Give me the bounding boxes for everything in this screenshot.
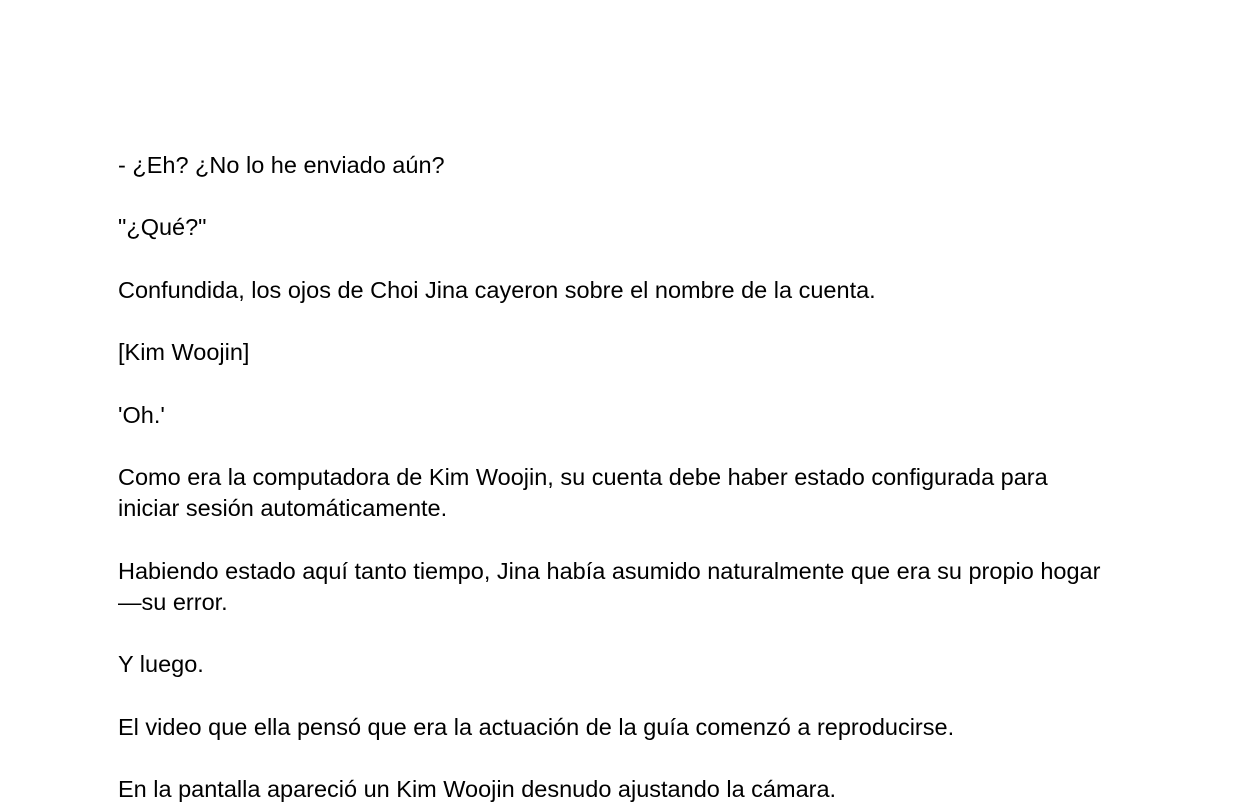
paragraph-video: El video que ella pensó que era la actuación de la guía comenzó a reproducirse.	[118, 713, 955, 740]
paragraph-pantalla: En la pantalla apareció un Kim Woojin desnudo ajustando la cámara.	[118, 775, 837, 802]
paragraph-dialogue-eh: - ¿Eh? ¿No lo he enviado aún?	[118, 152, 445, 178]
paragraph-account-name: [Kim Woojin]	[118, 339, 250, 366]
paragraph-computadora: Como era la computadora de Kim Woojin, su cuenta debe haber estado configurada para iniciar sesión automáticamente.	[118, 463, 1048, 522]
paragraph-habiendo: Habiendo estado aquí tanto tiempo, Jina había asumido naturalmente que era su propio hogar—su error.	[118, 557, 1101, 615]
paragraph-y-luego: Y luego.	[118, 651, 204, 678]
paragraph-dialogue-que: "¿Qué?"	[118, 214, 207, 241]
document-body	[118, 150, 1108, 807]
paragraph-confundida: Confundida, los ojos de Choi Jina cayeron sobre el nombre de la cuenta.	[118, 276, 876, 303]
paragraph-oh: 'Oh.'	[118, 401, 165, 428]
